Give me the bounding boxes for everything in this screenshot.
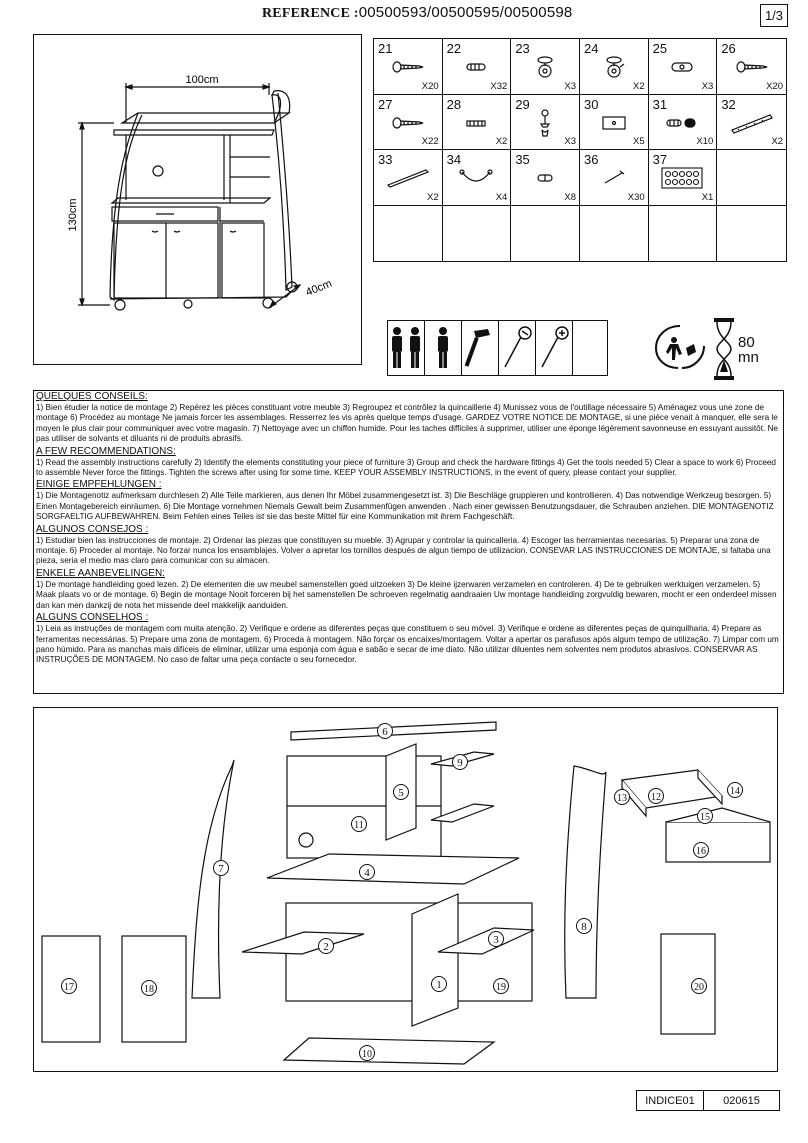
- overview-depth-label: 40cm: [304, 277, 334, 299]
- hardware-quantity: X2: [427, 191, 439, 203]
- hardware-number: 34: [446, 152, 462, 167]
- tools-strip: [387, 320, 608, 376]
- advice-text: 1) Bien étudier la notice de montage 2) Repérez les pièces constituant votre meuble 3) Regroupez et contrôlez la quincaillerie 4) Munissez vous de l'outillage nécessaire 5) Aménagez vous une zone de montage 6) Procédez au montage Ne jamais forcer les assemblages. Resserrez les vis après quelque temps d'usage. GARDEZ VOTRE NOTICE DE MONTAGE, si une pièce venait à manquer, elle sera le moyen le plus clair pour communiquer avec votre magasin. 7) Nettoyage avec un chiffon humide. Pour les taches difficiles à supprimer, utiliser une éponge légèrement savonneuse en essuyant aussitôt. Ne pas utiliser de solvants et diluants ni de produits abrasifs.: [36, 403, 778, 444]
- hardware-empty-cell: [717, 150, 786, 206]
- two-persons-icon: [388, 321, 425, 375]
- overview-height-label: 130cm: [67, 198, 79, 232]
- part-number: 9: [457, 757, 463, 769]
- hardware-quantity: X2: [633, 80, 645, 92]
- hardware-number: 24: [583, 41, 599, 56]
- part-number: 6: [382, 726, 388, 738]
- hardware-cell: [443, 150, 512, 206]
- hardware-empty-cell: [443, 206, 512, 262]
- parts-drawing: [34, 708, 777, 1071]
- part-label-18: [142, 981, 157, 996]
- hardware-cell: [443, 95, 512, 151]
- footer-index: INDICE01: [637, 1091, 704, 1110]
- hammer-icon: [462, 321, 499, 375]
- advice-heading: ALGUNS CONSELHOS :: [36, 612, 149, 624]
- footer-box: [636, 1090, 780, 1111]
- hardware-number: 27: [378, 96, 393, 112]
- page-number: 1/3: [760, 4, 788, 27]
- hardware-cell: [511, 95, 580, 151]
- part-label-15: [698, 809, 713, 824]
- hardware-number: 28: [446, 96, 462, 112]
- part-number: 5: [398, 787, 404, 799]
- footer-date: 020615: [723, 1094, 760, 1107]
- assembly-time-unit: mn: [738, 349, 759, 366]
- advice-heading: ENKELE AANBEVELINGEN:: [36, 567, 165, 579]
- advice-heading: EINIGE EMPFEHLUNGEN :: [36, 479, 162, 491]
- hourglass-icon: [712, 316, 736, 382]
- part-number: 2: [323, 941, 329, 953]
- hardware-empty-cell: [717, 206, 786, 262]
- hardware-quantity: X30: [627, 191, 645, 203]
- part-label-14: [728, 783, 743, 798]
- part-number: 16: [696, 846, 706, 857]
- hardware-quantity: X2: [771, 136, 783, 147]
- part-label-4: [360, 865, 375, 880]
- part-number: 19: [496, 982, 506, 993]
- part-label-11: [352, 817, 367, 832]
- hardware-number: 22: [446, 41, 462, 56]
- advice-text: 1) Leia as instruções de montagem com muita atenção. 2) Verifique e ordene as diferentes peças que constituem o seu móvel. 3) Verifique e ordene as diferentes peças de quinquilharia. 4) Prepare as ferramentas necessárias. 5) Prepare uma zona de montagem. 6) Proceda à montagem. Não forçar os encaixes/montagem. Voltar a apertar os parafusos após algum tempo de utilização. 7) Limpar com um pano húmido. Para as manchas mais difíceis de eliminar, utilizar uma esponja com água e sabão e secar de ime diato. Não utilizar diluentes nem solventes nem produtos abrasivos. CONSERVAR AS INSTRUÇÕES DE MONTAGEM. No caso de faltar uma peça contacte o seu fornecedor.: [36, 624, 779, 665]
- hardware-quantity: X2: [495, 136, 508, 147]
- hardware-quantity: X22: [421, 136, 439, 147]
- part-number: 10: [362, 1049, 372, 1060]
- hardware-quantity: X20: [421, 80, 439, 92]
- person-tool-icon: [425, 321, 462, 375]
- furniture-overview-drawing: [34, 35, 360, 363]
- parts-exploded-view: [33, 707, 778, 1072]
- hardware-quantity: X20: [766, 80, 783, 92]
- advice-heading: QUELQUES CONSEILS:: [36, 391, 148, 402]
- hardware-cell: [649, 39, 718, 95]
- part-label-7: [214, 861, 229, 876]
- part-number: 17: [64, 982, 74, 993]
- hardware-grid: [373, 38, 787, 262]
- hardware-empty-cell: [511, 206, 580, 262]
- part-label-9: [453, 755, 468, 770]
- part-number: 15: [700, 812, 710, 823]
- advice-heading: ALGUNOS CONSEJOS :: [36, 523, 149, 535]
- hardware-number: 30: [583, 96, 599, 112]
- part-number: 7: [218, 863, 224, 875]
- hardware-cell: [649, 150, 718, 206]
- hardware-number: 36: [583, 152, 599, 167]
- flat-screwdriver-icon: [499, 321, 536, 375]
- part-number: 20: [694, 982, 704, 993]
- part-number: 11: [354, 820, 364, 831]
- tools-empty-cell: [573, 321, 607, 375]
- assembly-time-value: 80: [738, 334, 755, 351]
- assembly-time: [738, 335, 759, 365]
- part-label-13: [615, 790, 630, 805]
- hardware-cell: [374, 39, 443, 95]
- hardware-cell: [374, 150, 443, 206]
- hardware-number: 33: [378, 152, 393, 167]
- hardware-number: 23: [515, 41, 530, 56]
- hardware-quantity: X10: [696, 136, 714, 147]
- hardware-cell: [649, 95, 718, 151]
- recycle-person-icon: [652, 322, 708, 372]
- advice-box: [33, 390, 784, 694]
- part-label-12: [649, 789, 664, 804]
- overview-frame: [33, 34, 362, 365]
- part-number: 18: [144, 984, 154, 995]
- reference-title: [262, 4, 572, 22]
- overview-width-label: 100cm: [185, 74, 219, 86]
- hardware-number: 26: [721, 41, 736, 56]
- part-label-17: [62, 979, 77, 994]
- part-label-20: [692, 979, 707, 994]
- hardware-number: 37: [652, 152, 668, 167]
- hardware-number: 25: [652, 41, 668, 56]
- hardware-cell: [580, 150, 649, 206]
- part-number: 3: [493, 934, 499, 946]
- hardware-empty-cell: [580, 206, 649, 262]
- hardware-quantity: X32: [490, 80, 508, 92]
- reference-label: REFERENCE :: [262, 6, 359, 21]
- hardware-cell: [717, 39, 786, 95]
- hardware-empty-cell: [374, 206, 443, 262]
- hardware-quantity: X3: [564, 136, 576, 147]
- part-number: 12: [651, 792, 661, 803]
- part-label-2: [319, 939, 334, 954]
- part-label-5: [394, 785, 409, 800]
- hardware-quantity: X5: [633, 136, 645, 147]
- hardware-quantity: X1: [701, 191, 714, 203]
- part-label-1: [432, 977, 447, 992]
- advice-heading: A FEW RECOMMENDATIONS:: [36, 445, 176, 457]
- hardware-number: 35: [515, 152, 530, 167]
- hardware-quantity: X4: [495, 191, 508, 203]
- part-number: 1: [436, 979, 442, 991]
- part-label-10: [360, 1046, 375, 1061]
- hardware-quantity: X3: [564, 80, 576, 92]
- hardware-cell: [511, 39, 580, 95]
- hardware-number: 31: [652, 96, 668, 112]
- hardware-cell: [511, 150, 580, 206]
- reference-value: 00500593/00500595/00500598: [358, 4, 573, 21]
- advice-text: 1) Estudiar bien las instrucciones de montaje. 2) Ordenar las piezas que constituyen su mueble. 3) Agrupar y controlar la quincalleria. 4) Escoger las herramientas necesarias. 5) Preparar una zona de montaje. 6) Proceder al montaje. No forzar nunca los ensamblajes. Volver a apretar los tornillos después de algun tiempo de utilizacion. CONSEVAR LAS INSTRUCCIONES DE MONTAJE, si faltaba una pieza, seria el medio mas claro para comunicar con su almacen.: [36, 535, 771, 566]
- hardware-cell: [580, 39, 649, 95]
- hardware-quantity: X3: [701, 80, 714, 92]
- hardware-quantity: X8: [564, 191, 576, 203]
- part-number: 13: [617, 793, 627, 804]
- advice-text: 1) Die Montagenotiz aufmerksam durchlesen 2) Alle Teile markieren, aus denen Ihr Möbel zusammengesetzt ist. 3) Die Beschläge gruppieren und kontrollieren. 4) Das notwendige Werkzeug besorgen. 5) Einen Montagebereich einräumen. 6) Die Montage vornehmen Niemals Gewalt beim Zusammenfügen anwenden . Nach einer gewissen Benutzungsdauer, die Schrauben anziehen. DIE MONTAGENOTIZ SORGFAELTIG AUFBEWAHREN. Beim Fehlen eines Teiles ist sie das beste Mittel für eine Kommunikation mit ihrem Fachgeschäft.: [36, 491, 774, 522]
- part-label-3: [489, 932, 504, 947]
- hardware-number: 32: [721, 96, 736, 112]
- hardware-cell: [717, 95, 786, 151]
- hardware-cell: [580, 95, 649, 151]
- part-number: 4: [364, 867, 370, 879]
- hardware-empty-cell: [649, 206, 718, 262]
- hardware-number: 21: [378, 41, 393, 56]
- hardware-number: 29: [515, 96, 530, 112]
- part-label-19: [494, 979, 509, 994]
- part-number: 14: [730, 786, 740, 797]
- part-number: 8: [581, 921, 587, 933]
- phillips-screwdriver-icon: [536, 321, 573, 375]
- hardware-cell: [374, 95, 443, 151]
- advice-text: 1) Read the assembly instructions carefully 2) Identify the elements constituting your piece of furniture 3) Group and check the hardware fittings 4) Get the tools needed 5) Clear a space to work 6) Proceed to assemble Never force the fittings. Tighten the screws after using for some time. KEEP YOUR ASSEMBLY INSTRUCTIONS, in the event of query, please contact your supplier.: [36, 457, 776, 478]
- hardware-cell: [443, 39, 512, 95]
- part-label-16: [694, 843, 709, 858]
- part-label-6: [378, 724, 393, 739]
- advice-text: 1) De montage handleiding goed lezen. 2) De elementen die uw meubel samenstellen goed uitzoeken 3) De kleine ijzerwaren verzamelen en controleren. 4) De te gebruiken werktuigen verzamelen. 5) Maak plaats vo or de montage. 6) Begin de montage Nooit forceren bij het samenstellen De schroeven regelmatig aandraaien Uw montage handleiding zorgvuldig bewaren, mocht er een onderdeel missen dan kan men dankzij de nota het missende deel makkelijk aanduiden.: [36, 579, 777, 610]
- part-label-8: [577, 919, 592, 934]
